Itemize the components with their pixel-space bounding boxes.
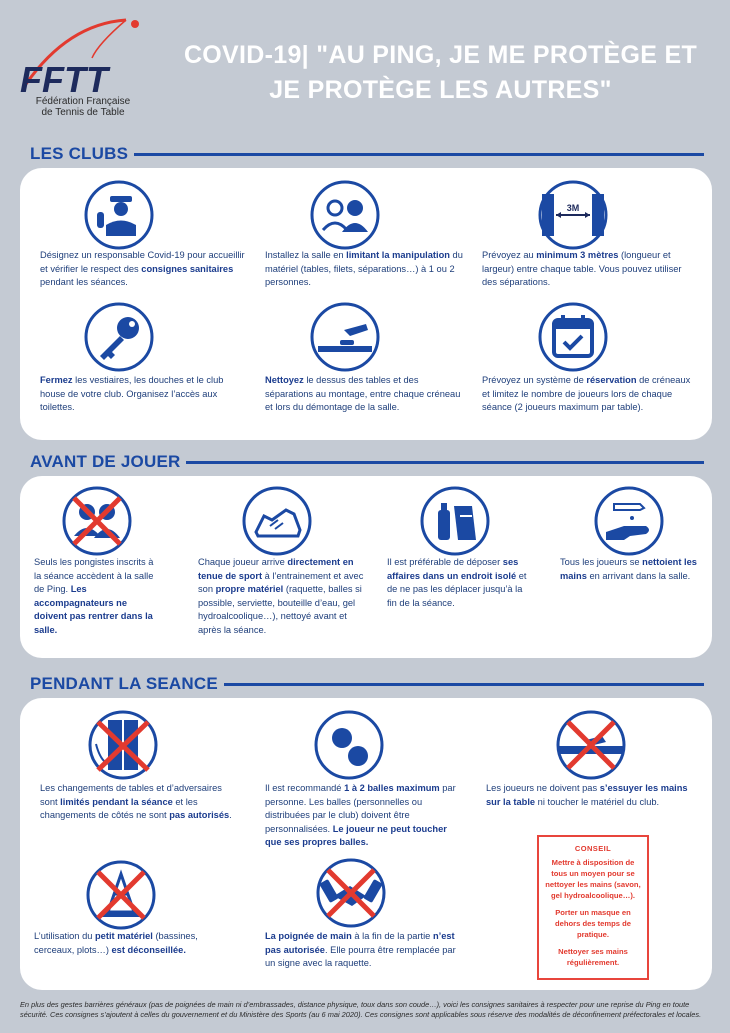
pendant-text-2: Il est recommandé 1 à 2 balles maximum par personne. Les balles (personnelles ou distribuées par le club) doivent être personnalisées. Le joueur ne peut toucher que ses propres balles. [265, 783, 456, 847]
section-rule [186, 461, 704, 464]
section-title: PENDANT LA SEANCE [30, 674, 218, 693]
distance-label: 3M [566, 203, 580, 213]
two-people-icon [310, 180, 380, 250]
section-title: AVANT DE JOUER [30, 452, 181, 471]
conseil-title: CONSEIL [574, 844, 612, 853]
section-rule [134, 153, 704, 156]
conseil-box [537, 835, 649, 980]
avant-text-1: Seuls les pongistes inscrits à la séance accèdent à la salle de Ping. Les accompagnateurs ne doivent pas rentrer dans la salle. [34, 557, 154, 635]
cleaning-table-icon [310, 302, 380, 372]
sport-shoe-icon [242, 486, 312, 556]
avant-text-4: Tous les joueurs se nettoient les mains en arrivant dans la salle. [560, 557, 697, 581]
clubs-text-3: Prévoyez au minimum 3 mètres (longueur et largeur) entre chaque table. Vous pouvez utiliser des séparations. [482, 250, 682, 287]
title-line-1: COVID-19| "AU PING, JE ME PROTÈGE ET [183, 41, 698, 69]
no-accompanying-people-icon [62, 486, 132, 556]
federation-line-2: de Tennis de Table [41, 107, 125, 118]
no-hand-on-table-icon [556, 710, 626, 780]
federation-name [18, 96, 148, 118]
hand-wash-icon [594, 486, 664, 556]
section-header-avant [30, 452, 704, 472]
logo-letters: FFTT [20, 59, 108, 100]
no-cones-icon [86, 860, 156, 930]
conseil-tip: Nettoyer ses mains régulièrement. [558, 947, 628, 967]
page-title [168, 38, 713, 108]
bottle-towel-icon [420, 486, 490, 556]
key-icon [84, 302, 154, 372]
no-handshake-icon [316, 858, 386, 928]
conseil-tip: Porter un masque en dehors des temps de pratique. [555, 908, 631, 939]
security-guard-icon [84, 180, 154, 250]
footer-note: En plus des gestes barrières généraux (pas de poignées de main ni d’embrassades, distance physique, toux dans son coude…), voici les consignes sanitaires à respecter pour une reprise du Ping en toute sécurité. Ces consignes s’ajoutent à celles du gouvernement et du Ministère des Sports (au 6 mai 2020). Ces consignes sont applicables sous réserve des modalités de déconfinement préfectorales et locales. [20, 1000, 702, 1019]
distance-3m-icon [538, 180, 608, 250]
section-header-clubs [30, 144, 704, 164]
pendant-text-1: Les changements de tables et d’adversaires sont limités pendant la séance et les changements de côtés ne sont pas autorisés. [40, 783, 232, 820]
title-line-2: JE PROTÈGE LES AUTRES" [269, 76, 612, 104]
header [0, 0, 730, 140]
pendant-text-4: L’utilisation du petit matériel (bassines, cerceaux, plots…) est déconseillée. [34, 931, 198, 955]
section-title: LES CLUBS [30, 144, 129, 163]
section-header-pendant [30, 674, 704, 694]
two-balls-icon [314, 710, 384, 780]
clubs-text-5: Nettoyez le dessus des tables et des séparations au montage, entre chaque créneau et lors du démontage de la salle. [265, 375, 461, 412]
clubs-text-2: Installez la salle en limitant la manipulation du matériel (tables, filets, séparations…) à 1 ou 2 personnes. [265, 250, 463, 287]
clubs-text-1: Désignez un responsable Covid-19 pour accueillir et vérifier le respect des consignes sanitaires pendant les séances. [40, 250, 245, 287]
conseil-tip: Mettre à disposition de tous un moyen pour se nettoyer les mains (savon, gel hydroalcoolique…). [545, 858, 641, 900]
federation-line-1: Fédération Française [35, 96, 131, 107]
clubs-text-6: Prévoyez un système de réservation de créneaux et limitez le nombre de joueurs lors de chaque séance (2 joueurs maximum par table). [482, 375, 691, 412]
no-table-change-icon [88, 710, 158, 780]
pendant-text-5: La poignée de main à la fin de la partie n’est pas autorisée. Elle pourra être remplacée par un signe avec la raquette. [265, 931, 456, 968]
pendant-text-3: Les joueurs ne doivent pas s’essuyer les mains sur la table ni toucher le matériel du club. [486, 783, 688, 807]
avant-text-3: Il est préférable de déposer ses affaires dans un endroit isolé et de ne pas les déplacer jusqu’à la fin de la séance. [387, 557, 527, 608]
calendar-check-icon [538, 302, 608, 372]
section-rule [224, 683, 704, 686]
clubs-text-4: Fermez les vestiaires, les douches et le club house de votre club. Organisez l’accès aux toilettes. [40, 375, 224, 412]
avant-text-2: Chaque joueur arrive directement en tenue de sport à l’entrainement et avec son propre matériel (raquette, balles si possible, serviette, bouteille d’eau, gel hydroalcoolique…), nettoyé avant et après la séance. [198, 557, 364, 635]
